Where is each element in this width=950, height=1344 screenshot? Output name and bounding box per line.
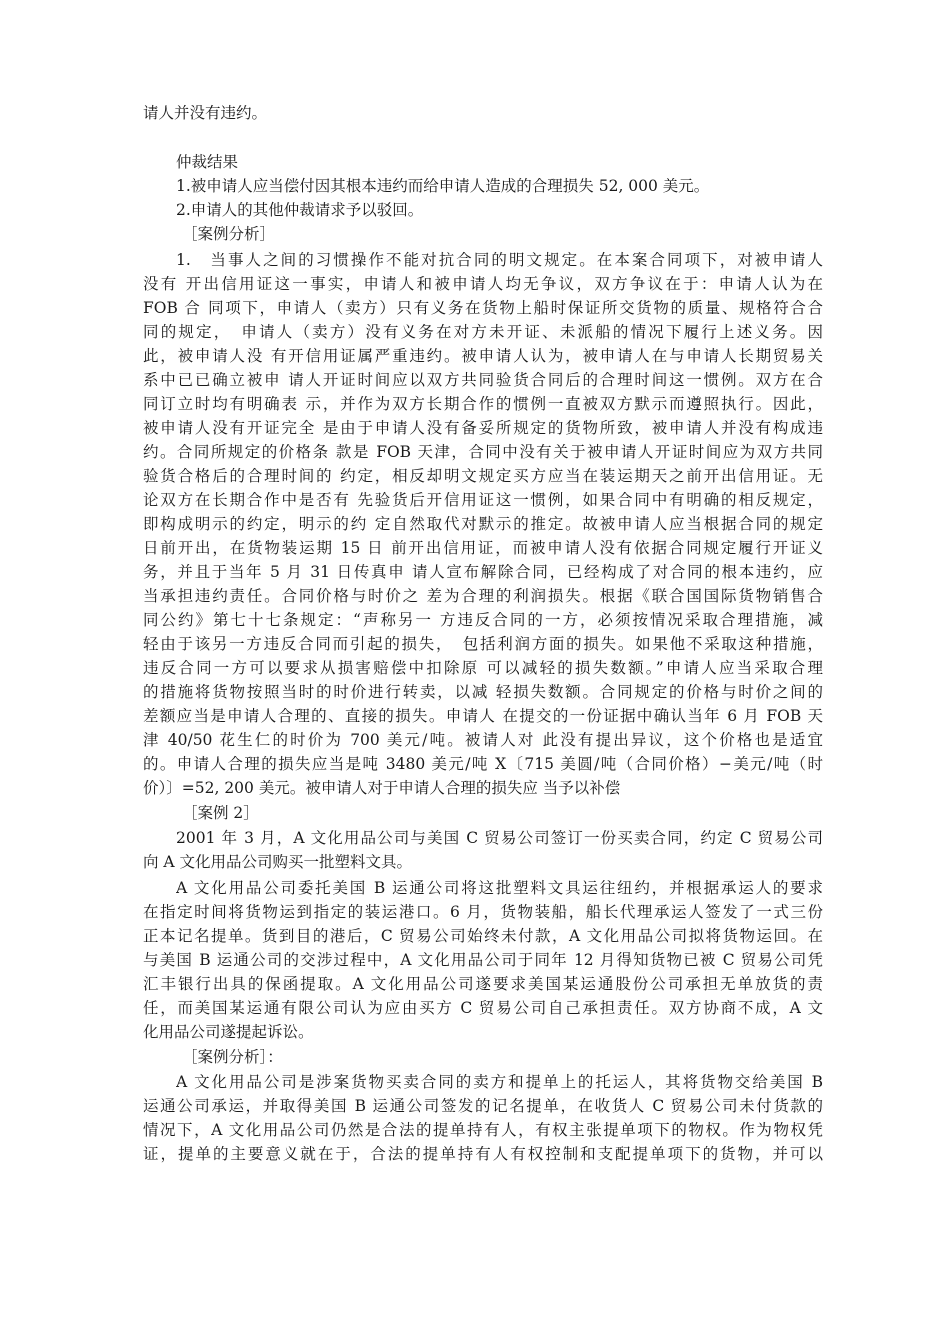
section-heading-case-2: ［案例 2］ xyxy=(182,804,259,822)
text-line: 的。申请人合理的损失应当是吨 3480 美元/吨 X〔715 美圆/吨（合同价格）−美元/吨（时 xyxy=(143,755,823,773)
text-line: 1.被申请人应当偿付因其根本违约而给申请人造成的合理损失 52, 000 美元。 xyxy=(176,177,710,195)
text-line: 日前开出，在货物装运期 15 日 前开出信用证，而被申请人没有依据合同规定履行开证义 xyxy=(143,539,823,557)
text-line: 运通公司承运，并取得美国 B 运通公司签发的记名提单，在收货人 C 贸易公司未付货款的 xyxy=(143,1097,823,1115)
text-line: 没有 开出信用证这一事实，申请人和被申请人均无争议，双方争议在于：申请人认为在 xyxy=(143,275,823,293)
text-line: 被申请人没有开证完全 是由于申请人没有备妥所规定的货物所致，被申请人并没有构成违 xyxy=(143,419,823,437)
section-heading-case-analysis: ［案例分析］ xyxy=(182,225,276,243)
text-line: 2.申请人的其他仲裁请求予以驳回。 xyxy=(176,201,424,219)
text-line: 验货合格后的合理时间的 约定，相反却明文规定买方应当在装运期天之前开出信用证。无 xyxy=(143,467,823,485)
text-line: 轻由于该另一方违反合同而引起的损失， 包括利润方面的损失。如果他不采取这种措施， xyxy=(143,635,823,653)
text-line: 证，提单的主要意义就在于，合法的提单持有人有权控制和支配提单项下的货物，并可以 xyxy=(143,1145,823,1163)
text-line: 情况下，A 文化用品公司仍然是合法的提单持有人，有权主张提单项下的物权。作为物权凭 xyxy=(143,1121,823,1139)
text-line: 违反合同一方可以要求从损害赔偿中扣除原 可以减轻的损失数额。”申请人应当采取合理 xyxy=(143,659,823,677)
section-heading-arbitration-result: 仲裁结果 xyxy=(176,153,239,171)
text-line: 在指定时间将货物运到指定的装运港口。6 月，货物装船，船长代理承运人签发了一式三份 xyxy=(143,903,823,921)
text-line: 同公约》第七十七条规定：“声称另一 方违反合同的一方，必须按情况采取合理措施，减 xyxy=(143,611,823,629)
text-line: 的措施将货物按照当时的时价进行转卖，以减 轻损失数额。合同规定的价格与时价之间的 xyxy=(143,683,823,701)
text-line: 约。合同所规定的价格条 款是 FOB 天津，合同中没有关于被申请人开证时间应为双方共同 xyxy=(143,443,823,461)
text-line: 请人并没有违约。 xyxy=(143,104,268,122)
text-line: 系中已已确立被申 请人开证时间应以双方共同验货合同后的合理时间这一惯例。双方在合 xyxy=(143,371,823,389)
text-line: 化用品公司遂提起诉讼。 xyxy=(143,1023,314,1041)
text-line: 任，而美国某运通有限公司认为应由买方 C 贸易公司自己承担责任。双方协商不成，A 文 xyxy=(143,999,823,1017)
text-line: 同订立时均有明确表 示，并作为双方长期合作的惯例一直被双方默示而遵照执行。因此， xyxy=(143,395,823,413)
text-line: 论双方在长期合作中是否有 先验货后开信用证这一惯例，如果合同中有明确的相反规定， xyxy=(143,491,823,509)
text-line: 向 A 文化用品公司购买一批塑料文具。 xyxy=(143,853,413,871)
text-line: 正本记名提单。货到目的港后，C 贸易公司始终未付款，A 文化用品公司拟将货物运回。在 xyxy=(143,927,823,945)
text-line: 2001 年 3 月，A 文化用品公司与美国 C 贸易公司签订一份买卖合同，约定 C 贸易公司 xyxy=(176,829,823,847)
text-line: 价）〕=52, 200 美元。被申请人对于申请人合理的损失应 当予以补偿 xyxy=(143,779,621,797)
section-heading-case-analysis-2: ［案例分析］： xyxy=(182,1048,283,1066)
text-line: 1. 当事人之间的习惯操作不能对抗合同的明文规定。在本案合同项下，对被申请人 xyxy=(176,251,823,269)
text-line: FOB 合 同项下，申请人（卖方）只有义务在货物上船时保证所交货物的质量、规格符合合 xyxy=(143,299,823,317)
text-line: 即构成明示的约定，明示的约 定自然取代对默示的推定。故被申请人应当根据合同的规定 xyxy=(143,515,823,533)
text-line: 此，被申请人没 有开信用证属严重违约。被申请人认为，被申请人在与申请人长期贸易关 xyxy=(143,347,823,365)
text-line: 当承担违约责任。合同价格与时价之 差为合理的利润损失。根据《联合国国际货物销售合 xyxy=(143,587,823,605)
text-line: 汇丰银行出具的保函提取。A 文化用品公司遂要求美国某运通股份公司承担无单放货的责 xyxy=(143,975,823,993)
text-line: A 文化用品公司是涉案货物买卖合同的卖方和提单上的托运人，其将货物交给美国 B xyxy=(176,1073,823,1091)
text-line: 同的规定， 申请人（卖方）没有义务在对方未开证、未派船的情况下履行上述义务。因 xyxy=(143,323,823,341)
text-line: 与美国 B 运通公司的交涉过程中，A 文化用品公司于同年 12 月得知货物已被 C 贸易公司凭 xyxy=(143,951,823,969)
text-line: A 文化用品公司委托美国 B 运通公司将这批塑料文具运往纽约，并根据承运人的要求 xyxy=(176,879,823,897)
text-line: 差额应当是申请人合理的、直接的损失。申请人 在提交的一份证据中确认当年 6 月 FOB 天 xyxy=(143,707,823,725)
text-line: 津 40/50 花生仁的时价为 700 美元/吨。被请人对 此没有提出异议，这个价格也是适宜 xyxy=(143,731,823,749)
text-line: 务，并且于当年 5 月 31 日传真申 请人宣布解除合同，已经构成了对合同的根本违约，应 xyxy=(143,563,823,581)
